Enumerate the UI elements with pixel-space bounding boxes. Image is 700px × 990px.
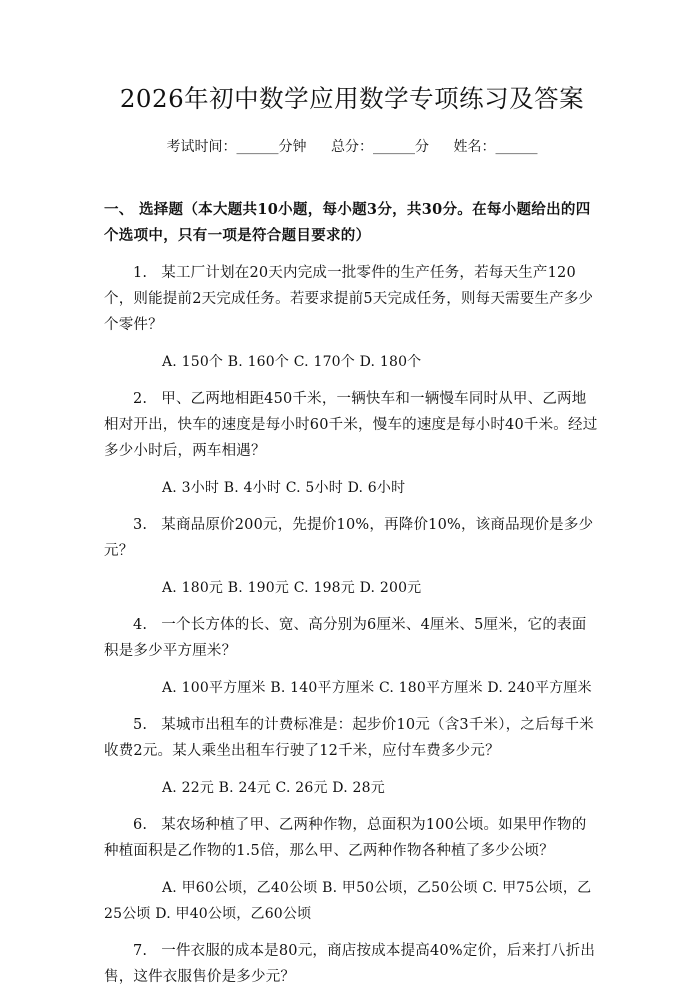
- exam-meta: [104, 137, 600, 157]
- question-options: A. 甲60公顷，乙40公顷 B. 甲50公顷，乙50公顷 C. 甲75公顷，乙25公顷 D. 甲40公顷，乙60公顷: [104, 880, 592, 922]
- question-item: [104, 260, 600, 375]
- question-text: 一件衣服的成本是80元，商店按成本提高40%定价，后来打八折出售，这件衣服售价是多少元？: [104, 943, 596, 985]
- question-item: [104, 812, 600, 927]
- question-options: A. 180元 B. 190元 C. 198元 D. 200元: [162, 580, 422, 596]
- question-number: 5.: [133, 717, 148, 733]
- question-stem: [104, 260, 600, 338]
- question-stem: [104, 612, 600, 664]
- question-number: 1.: [133, 265, 148, 281]
- question-text: 某工厂计划在20天内完成一批零件的生产任务，若每天生产120个，则能提前2天完成任务。若要求提前5天完成任务，则每天需要生产多少个零件？: [104, 265, 594, 333]
- question-list: [104, 260, 600, 990]
- question-item: [104, 386, 600, 501]
- question-options: A. 150个 B. 160个 C. 170个 D. 180个: [162, 354, 422, 370]
- question-options: A. 100平方厘米 B. 140平方厘米 C. 180平方厘米 D. 240平方厘米: [162, 680, 592, 696]
- question-text: 某农场种植了甲、乙两种作物，总面积为100公顷。如果甲作物的种植面积是乙作物的1.5倍，那么甲、乙两种作物各种植了多少公顷？: [104, 817, 587, 859]
- question-options: A. 3小时 B. 4小时 C. 5小时 D. 6小时: [162, 480, 406, 496]
- question-number: 2.: [133, 391, 148, 407]
- question-text: 一个长方体的长、宽、高分别为6厘米、4厘米、5厘米，它的表面积是多少平方厘米？: [104, 617, 587, 659]
- question-number: 7.: [133, 943, 148, 959]
- question-stem: [104, 512, 600, 564]
- question-text: 甲、乙两地相距450千米，一辆快车和一辆慢车同时从甲、乙两地相对开出，快车的速度是每小时60千米，慢车的速度是每小时40千米。经过多少小时后，两车相遇？: [104, 391, 598, 459]
- question-item: [104, 512, 600, 601]
- question-stem: [104, 938, 600, 990]
- question-item: [104, 612, 600, 701]
- student-name-field: 姓名：______: [453, 139, 538, 155]
- page-title: 2026年初中数学应用数学专项练习及答案: [119, 84, 585, 113]
- question-stem: [104, 812, 600, 864]
- question-stem: [104, 712, 600, 764]
- question-number: 6.: [133, 817, 148, 833]
- question-text: 某城市出租车的计费标准是：起步价10元（含3千米），之后每千米收费2元。某人乘坐出租车行驶了12千米，应付车费多少元？: [104, 717, 594, 759]
- question-item: [104, 712, 600, 801]
- question-number: 3.: [133, 517, 148, 533]
- question-item: [104, 938, 600, 990]
- question-stem: [104, 386, 600, 464]
- exam-time-field: 考试时间：______分钟: [166, 139, 307, 155]
- total-score-field: 总分：______分: [331, 139, 429, 155]
- question-options: A. 22元 B. 24元 C. 26元 D. 28元: [162, 780, 385, 796]
- question-number: 4.: [133, 617, 148, 633]
- section-heading: 一、 选择题（本大题共10小题，每小题3分，共30分。在每小题给出的四个选项中，只有一项是符合题目要求的）: [104, 201, 591, 244]
- question-text: 某商品原价200元，先提价10%，再降价10%，该商品现价是多少元？: [104, 517, 594, 559]
